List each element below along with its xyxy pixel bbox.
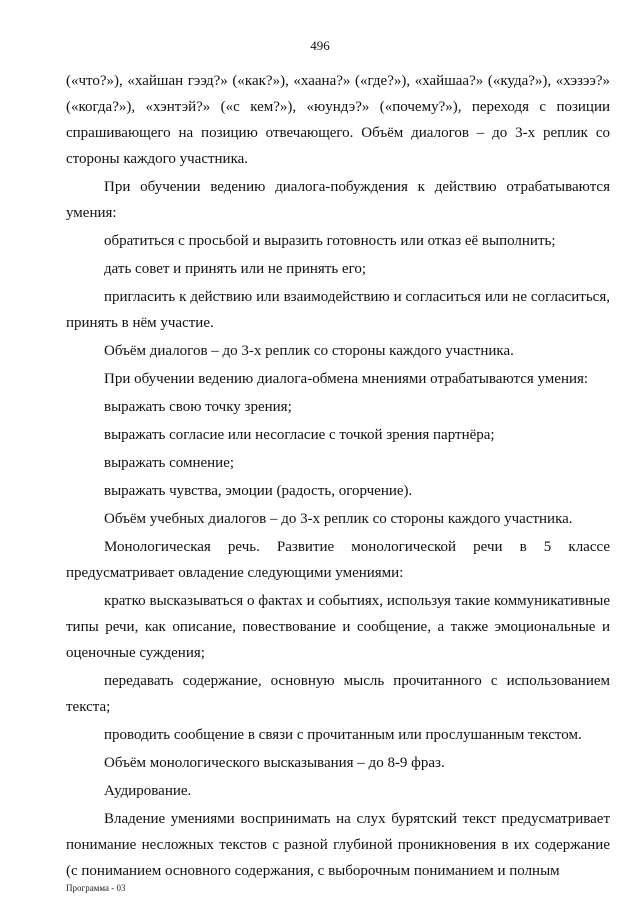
paragraph: («что?»), «хайшан гээд?» («как?»), «хаана?» («где?»), «хайшаа?» («куда?»), «хэзээ?» («когда?»), «хэнтэй?» («с кем?»), «юундэ?» («почему?»), переходя с позиции спрашивающего на позицию отвечающего. Объём диалогов – до 3-х реплик со стороны каждого участника.	[66, 73, 610, 167]
paragraph: дать совет и принять или не принять его;	[104, 261, 367, 277]
paragraph: кратко высказываться о фактах и событиях, используя такие коммуникативные типы речи, как описание, повествование и сообщение, а также эмоциональные и оценочные суждения;	[66, 593, 610, 661]
paragraph: проводить сообщение в связи с прочитанным или прослушанным текстом.	[104, 727, 582, 743]
footer-label: Программа - 03	[66, 883, 126, 893]
paragraph: пригласить к действию или взаимодействию и согласиться или не согласиться, принять в нём участие.	[66, 289, 610, 331]
paragraph: Объём монологического высказывания – до 8-9 фраз.	[104, 755, 445, 771]
paragraph: Монологическая речь. Развитие монологической речи в 5 классе предусматривает овладение следующими умениями:	[66, 539, 610, 581]
paragraph: выражать согласие или несогласие с точкой зрения партнёра;	[104, 427, 495, 443]
page-number: 496	[310, 38, 330, 53]
paragraph: Аудирование.	[104, 783, 192, 799]
paragraph: Объём учебных диалогов – до 3-х реплик со стороны каждого участника.	[104, 511, 573, 527]
paragraph: Объём диалогов – до 3-х реплик со стороны каждого участника.	[104, 343, 514, 359]
document-body	[66, 68, 610, 884]
paragraph: выражать сомнение;	[104, 455, 235, 471]
paragraph: При обучении ведению диалога-обмена мнениями отрабатываются умения:	[104, 371, 589, 387]
paragraph: При обучении ведению диалога-побуждения к действию отрабатываются умения:	[66, 179, 610, 221]
paragraph: обратиться с просьбой и выразить готовность или отказ её выполнить;	[104, 233, 556, 249]
paragraph: передавать содержание, основную мысль прочитанного с использованием текста;	[66, 673, 610, 715]
paragraph: выражать чувства, эмоции (радость, огорчение).	[104, 483, 413, 499]
paragraph: Владение умениями воспринимать на слух бурятский текст предусматривает понимание несложных текстов с разной глубиной проникновения в их содержание (с пониманием основного содержания, с выборочным пониманием и полным	[66, 811, 610, 879]
paragraph: выражать свою точку зрения;	[104, 399, 292, 415]
